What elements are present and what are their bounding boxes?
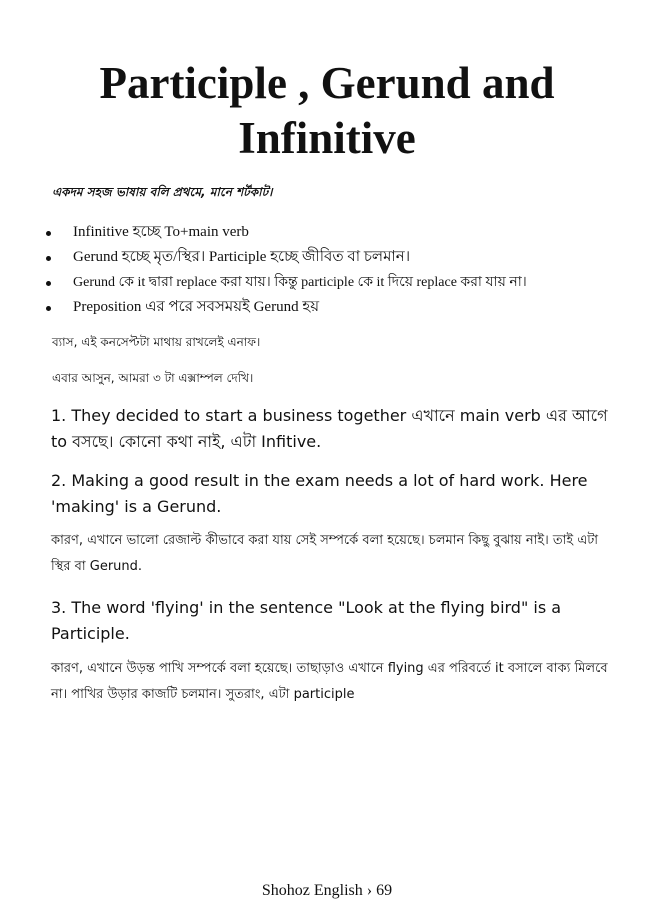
example-2-explanation: কারণ, এখানে ভালো রেজাল্ট কীভাবে করা যায় সেই সম্পর্কে বলা হয়েছে। চলমান কিছু বুঝায় নাই। তাই এটা স্থির বা Gerund. — [51, 533, 599, 574]
page-title: Participle , Gerund and Infinitive — [99, 58, 555, 163]
note-text: এবার আসুন, আমরা ৩ টা এক্সাম্পল দেখি। — [52, 371, 254, 385]
rule-text: Gerund হচ্ছে মৃত/স্থির। Participle হচ্ছে জীবিত বা চলমান। — [73, 249, 411, 265]
bullet-icon — [46, 231, 51, 236]
bullet-icon — [46, 306, 51, 311]
rule-text: Preposition এর পরে সবসময়ই Gerund হয় — [73, 299, 320, 315]
note-text: ব্যাস, এই কনসেপ্টটা মাথায় রাখলেই এনাফ। — [52, 335, 261, 349]
example-1: 1. They decided to start a business together এখানে main verb এর আগে to বসছে। কোনো কথা নাই, এটা Infitive. — [51, 406, 608, 451]
rule-item — [73, 270, 653, 295]
rule-text: Gerund কে it দ্বারা replace করা যায়। কিন্তু participle কে it দিয়ে replace করা যায় না। — [73, 275, 527, 290]
page-footer: Shohoz English › 69 — [261, 882, 393, 899]
intro-text: একদম সহজ ভাষায় বলি প্রথমে, মানে শর্টকাট। — [52, 185, 273, 199]
example-2: 2. Making a good result in the exam needs a lot of hard work. Here 'making' is a Gerund. — [51, 471, 588, 516]
rule-item — [73, 220, 653, 245]
bullet-icon — [46, 281, 51, 286]
example-3: 3. The word 'flying' in the sentence "Look at the flying bird" is a Participle. — [51, 598, 562, 643]
rule-text: Infinitive হচ্ছে To+main verb — [73, 224, 249, 240]
rule-item — [73, 245, 653, 270]
bullet-icon — [46, 256, 51, 261]
rules-list — [40, 220, 653, 320]
rule-item — [73, 295, 653, 320]
example-3-explanation: কারণ, এখানে উড়ন্ত পাখি সম্পর্কে বলা হয়েছে। তাছাড়াও এখানে flying এর পরিবর্তে it বসালে বাক্য মিলবে না। পাখির উড়ার কাজটি চলমান। সুতরাং, এটা participle — [51, 661, 608, 702]
